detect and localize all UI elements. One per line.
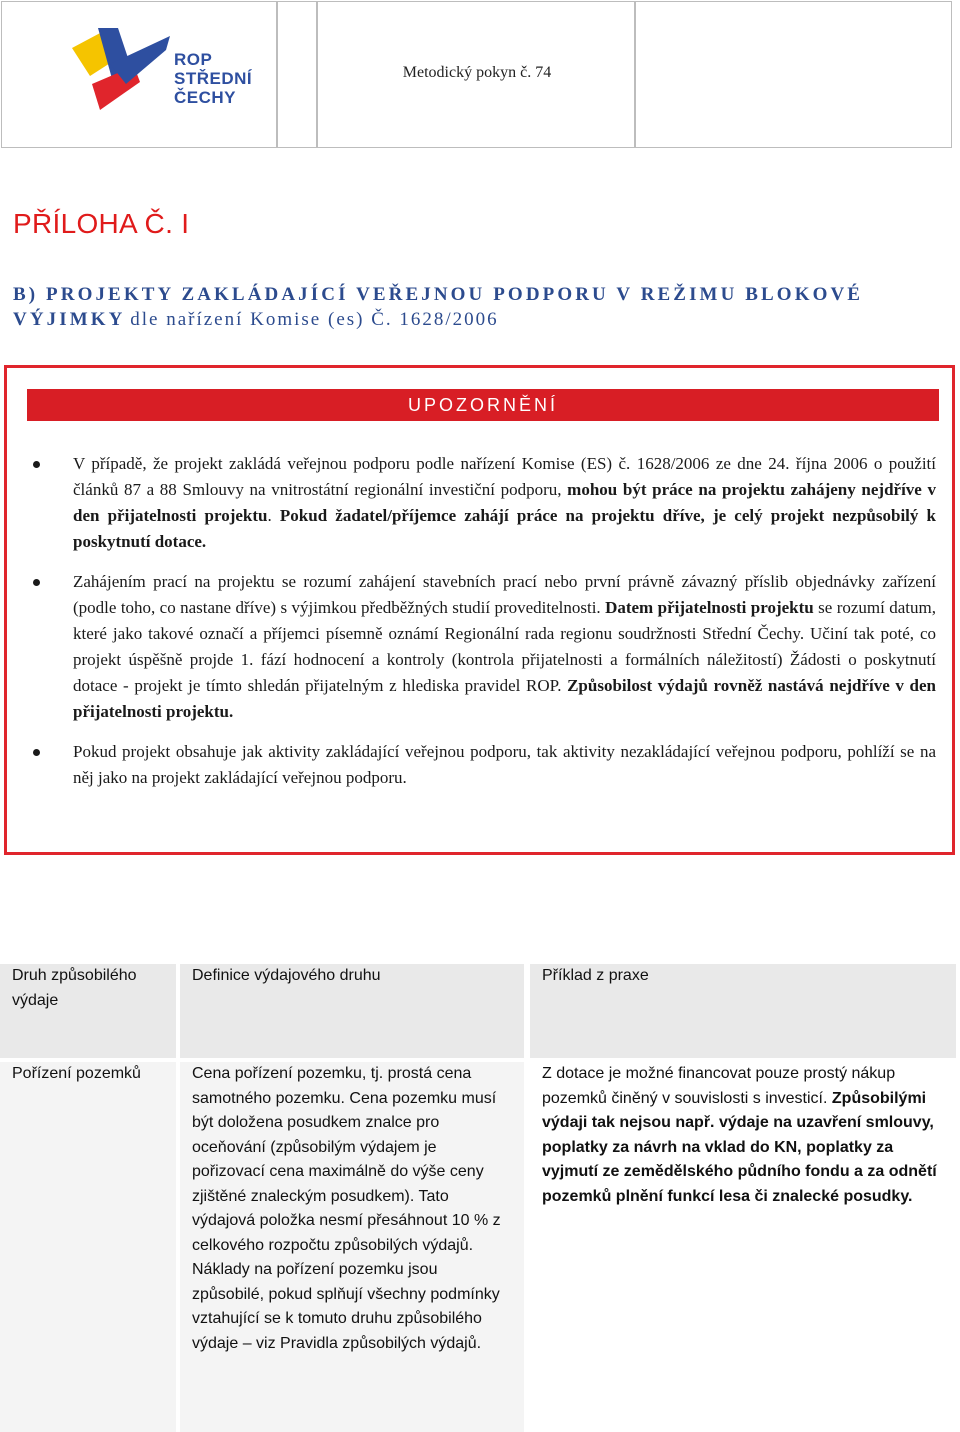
section-title-line2-rest: dle nařízení Komise (es) Č. 1628/2006 bbox=[130, 309, 499, 330]
example-text: Z dotace je možné financovat pouze prostý nákup pozemků činěný v souvislosti s investicí. bbox=[542, 1065, 896, 1107]
header-spacer-cell bbox=[277, 1, 317, 148]
bullet-bold-text: Pokud žadatel/příjemce zahájí práce na projektu dříve, je celý projekt nezpůsobilý k poskytnutí dotace. bbox=[73, 506, 937, 551]
bullet-bold-text: Způsobilost výdajů rovněž nastává nejdříve v den přijatelnosti projektu. bbox=[73, 676, 936, 721]
header-doc-cell bbox=[317, 1, 635, 148]
bullet-icon bbox=[33, 579, 40, 586]
warning-box bbox=[4, 365, 955, 855]
document-header bbox=[0, 0, 960, 150]
example-bold-text: Způsobilými výdaji tak nejsou např. výdaje na uzavření smlouvy, poplatky za návrh na vklad do KN, poplatky za vyjmutí ze zemědělského půdního fondu a za odnětí pozemků plnění funkcí lesa či znalecké posudky. bbox=[542, 1089, 937, 1205]
header-logo-cell bbox=[1, 1, 277, 148]
bullet-text: Zahájením prací na projektu se rozumí zahájení stavebních prací nebo první právně závazný příslib objednávky zařízení (podle toho, co nastane dříve) s výjimkou předběžných studií proveditelnosti. bbox=[73, 572, 936, 617]
list-item bbox=[7, 739, 952, 791]
logo-wordmark bbox=[174, 50, 252, 107]
section-title-line1: B) PROJEKTY ZAKLÁDAJÍCÍ VEŘEJNOU PODPORU V REŽIMU BLOKOVÉ bbox=[13, 284, 864, 305]
bullet-bold-text: Datem přijatelnosti projektu bbox=[605, 598, 814, 617]
header-empty-cell bbox=[635, 1, 952, 148]
table-cell-type: Pořízení pozemků bbox=[0, 1062, 176, 1432]
bullet-text: . bbox=[267, 506, 280, 525]
rop-logo-icon bbox=[70, 26, 170, 112]
section-title-line2-caps: VÝJIMKY bbox=[13, 309, 126, 330]
table-cell-definition: Cena pořízení pozemku, tj. prostá cena samotného pozemku. Cena pozemku musí být doložena posudkem znalce pro oceňování (způsobilým výdajem je pořizovací cena maximálně do výše ceny zjištěné znaleckým posudkem). Tato výdajová položka nesmí přesáhnout 10 % z celkového rozpočtu způsobilých výdajů. Náklady na pořízení pozemku jsou způsobilé, pokud splňují všechny podmínky vztahující se k tomuto druhu způsobilého výdaje – viz Pravidla způsobilých výdajů. bbox=[180, 1062, 524, 1432]
table-cell-example bbox=[530, 1062, 956, 1432]
list-item bbox=[7, 451, 952, 555]
bullet-icon bbox=[33, 749, 40, 756]
bullet-text: V případě, že projekt zakládá veřejnou podporu podle nařízení Komise (ES) č. 1628/2006 ze dne 24. října 2006 o použití článků 87 a 88 Smlouvy na vnitrostátní regionální investiční podporu, bbox=[73, 454, 936, 499]
document-id: Metodický pokyn č. 74 bbox=[402, 64, 552, 81]
bullet-icon bbox=[33, 461, 40, 468]
bullet-text: se rozumí datum, které jako takové označí a příjemci písemně oznámí Regionální rada regionu soudržnosti Střední Čechy. Učiní tak poté, co projekt úspěšně projde 1. fází hodnocení a kontroly (kontrola přijatelnosti a formálních náležitostí) Žádosti o poskytnutí dotace - projekt je tímto shledán přijatelným z hlediska pravidel ROP. bbox=[73, 598, 936, 695]
warning-list bbox=[7, 451, 952, 805]
list-item bbox=[7, 569, 952, 725]
appendix-title: PŘÍLOHA Č. I bbox=[13, 208, 190, 239]
table-header-example: Příklad z praxe bbox=[530, 964, 956, 1058]
table-header-definition: Definice výdajového druhu bbox=[180, 964, 524, 1058]
section-title bbox=[13, 282, 943, 332]
logo-line: ROP bbox=[174, 50, 213, 69]
warning-heading: UPOZORNĚNÍ bbox=[27, 389, 939, 421]
bullet-bold-text: mohou být práce na projektu zahájeny nejdříve v den přijatelnosti projektu bbox=[73, 480, 936, 525]
logo-line: STŘEDNÍ bbox=[174, 69, 253, 88]
bullet-text: Pokud projekt obsahuje jak aktivity zakládající veřejnou podporu, tak aktivity nezakládající veřejnou podporu, pohlíží se na něj jako na projekt zakládající veřejnou podporu. bbox=[73, 742, 936, 787]
logo-line: ČECHY bbox=[174, 88, 237, 107]
table-header-type: Druh způsobilého výdaje bbox=[0, 964, 176, 1058]
